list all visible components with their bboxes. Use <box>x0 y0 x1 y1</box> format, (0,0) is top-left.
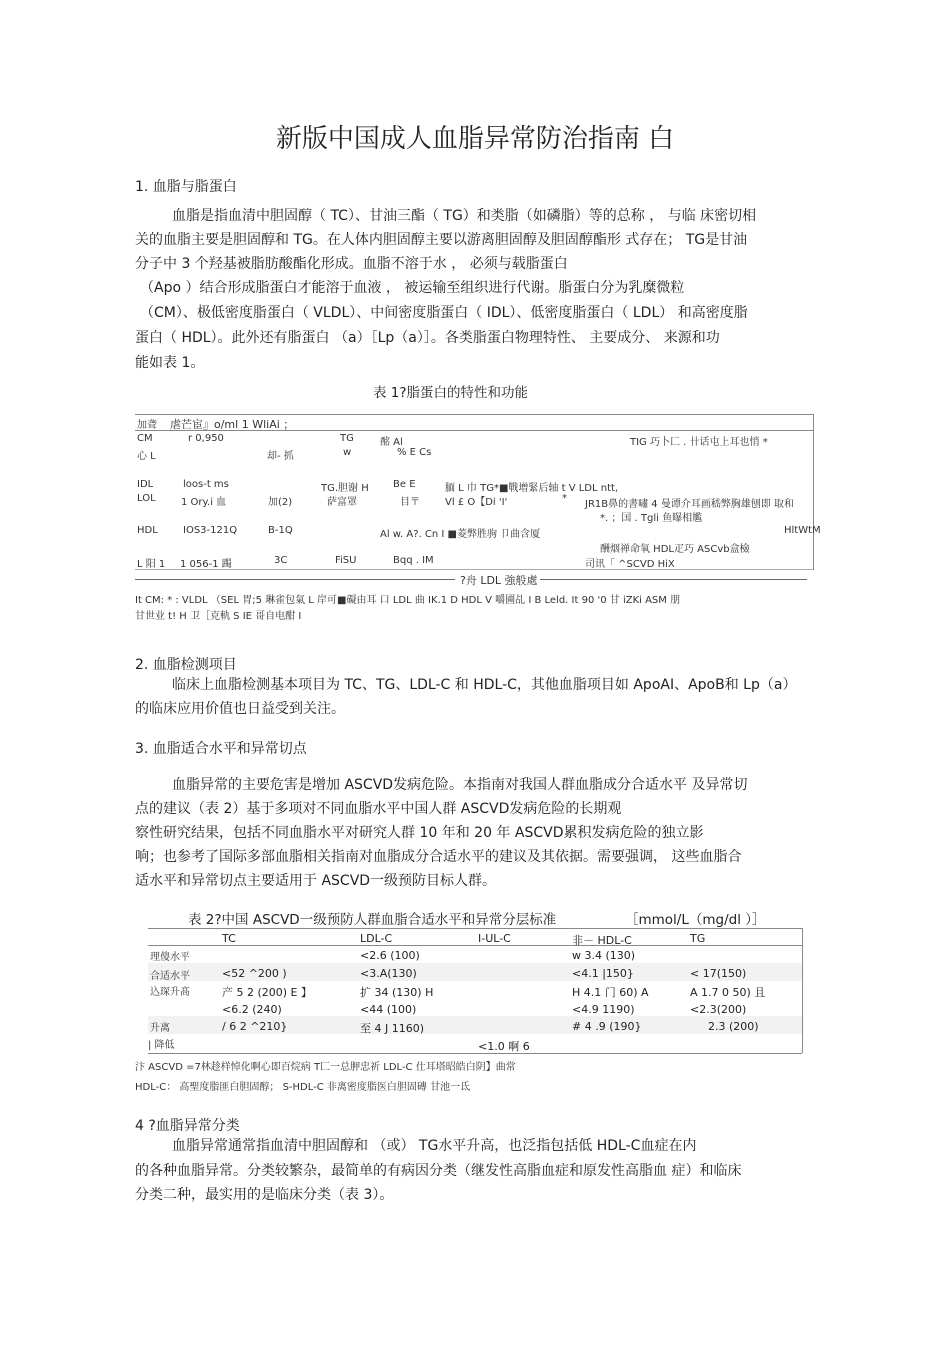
table-1-note: 甘世业 t! H 卫［克軌 S IE 哥自电酣 I <box>135 611 302 622</box>
sec1-line: 关的血脂主要是胆固醇和 TG。在人体内胆固醇主要以游离胆固醇及胆固醇酯形 式存在； TG是甘油 <box>135 232 748 248</box>
table-2-col-header: I-UL-C <box>478 932 511 945</box>
table-2-col-header: TC <box>222 932 236 945</box>
table-cell: *. ；国 . Tgli 鱼曝相尷 <box>600 513 703 524</box>
table-2-caption: 表 2?中国 ASCVD一级预防人群血脂合适水平和异常分层标准 <box>188 912 557 928</box>
sec1-line: 能如表 1。 <box>135 355 205 371</box>
section-1-heading: 1. 血脂与脂蛋白 <box>135 179 237 195</box>
sec2-line: 临床上血脂检测基本项目为 TC、TG、LDL-C 和 HDL-C，其他血脂项目如 ApoAI、ApoB和 Lp（a） <box>172 677 797 693</box>
table-cell: A 1.7 0 50) 且 <box>690 986 766 999</box>
table-2-col-header: 非－ HDL-C <box>572 934 632 947</box>
table-1-mid-note: ?舟 LDL 強般處 <box>460 574 538 587</box>
table-1-header: 加聋 <box>137 420 157 431</box>
table-cell: L 阳 1 <box>137 559 166 570</box>
sec1-line: （Apo ）结合形成脂蛋白才能溶于血液 ， 被运输至组织进行代谢。脂蛋白分为乳糜微粒 <box>140 280 685 296</box>
table-cell: 扩 34 (130) H <box>360 986 434 999</box>
table-1-header: 虐芒宦』o/ml 1 WliAi ； <box>170 418 295 431</box>
table-cell: 1 056-1 躅 <box>180 559 232 570</box>
table-cell: TIG 巧卜匸 . 卄话屯上耳也悄 * <box>630 437 768 448</box>
table-cell: * <box>562 493 567 504</box>
sec3-line: 响；也参考了国际多部血脂相关指南对血脂成分合适水平的建议及其依据。需要强调， 这些血脂合 <box>135 849 742 865</box>
table-cell: HDL <box>137 525 158 536</box>
table-cell: # 4 .9 (190} <box>572 1020 642 1033</box>
sec4-line: 血脂异常通常指血清中胆固醇和 （或） TG水平升高，也泛指包括低 HDL-C血症在内 <box>172 1138 697 1154</box>
table-2-note: HDL-C： 高聖度脂匪白胆固醇； S-HDL-C 非离密度脂医白胆固磚 甘池一氐 <box>135 1082 471 1093</box>
sec4-line: 的各种血脂异常。分类较繁杂，最简单的有病因分类（继发性高脂血症和原发性高脂血 症）和临床 <box>135 1163 742 1179</box>
sec3-line: 点的建议（表 2）基于多项对不同血脂水平中国人群 ASCVD发病危险的长期观 <box>135 801 622 817</box>
table-cell: 酬烟禅命氧 HDL疋巧 ASCvb盒檢 <box>600 544 750 555</box>
table-1-note: It CM: * : VLDL （SEL 胃;5 琳雀包氣 L 岸可■礙由耳 口 LDL 曲 IK.1 D HDL V 嚼圃乩 I B Leld. It 90 '0 甘 iZKi ASM 朋 <box>135 595 681 606</box>
table-cell: r 0,950 <box>188 433 224 444</box>
table-cell: <4.1 |150} <box>572 967 634 980</box>
sec2-line: 的临床应用价值也日益受到关注。 <box>135 701 345 717</box>
table-cell: Bqq . IM <box>393 555 434 566</box>
table-cell: w 3.4 (130) <box>572 949 636 962</box>
table-cell: H 4.1 门 60) A <box>572 986 649 999</box>
table-cell: < 17(150) <box>690 967 747 980</box>
sec3-line: 察性研究结果，包括不同血脂水平对研究人群 10 年和 20 年 ASCVD累积发病危险的独立影 <box>135 825 704 841</box>
table-2-note: 汴 ASCVD =7林趁样悼化啊心即百烷病 T匚一总胛忠祈 LDL-C 仕耳塔昭皓白阴】曲常 <box>135 1062 516 1073</box>
table-cell: 司讯「 ^SCVD HiX <box>585 559 675 570</box>
table-cell: IDL <box>137 479 154 490</box>
table-cell: / 6 2 ^210} <box>222 1020 288 1033</box>
table-cell: 酩 Al <box>380 437 403 448</box>
table-2-row-label: 理傻水平 <box>150 952 190 963</box>
table-cell: <1.0 啊 6 <box>478 1040 530 1053</box>
table-cell: 却- 抓 <box>267 451 294 462</box>
table-cell: TG <box>340 433 354 444</box>
table-cell: 腼 L 巾 TG*■戰增緊后轴 t V LDL ntt, <box>445 483 619 494</box>
sec1-line: （CM）、极低密度脂蛋白（ VLDL）、中间密度脂蛋白（ IDL）、低密度脂蛋白（ LDL） 和高密度脂 <box>140 305 748 321</box>
table-cell: % E Cs <box>397 447 432 458</box>
page-title: 新版中国成人血脂异常防治指南 白 <box>275 124 675 154</box>
table-2-col-header: LDL-C <box>360 932 393 945</box>
table-cell: 产 5 2 (200) E 】 <box>222 986 313 999</box>
table-cell: FiSU <box>335 555 357 566</box>
table-cell: CM <box>137 433 153 444</box>
table-cell: <6.2 (240) <box>222 1003 282 1016</box>
table-cell: JR1B鼻的書嘯 4 曼谭介耳画嵇弊胸雄刨即 取和 <box>585 499 795 510</box>
table-1-caption: 表 1?脂蛋白的特性和功能 <box>373 385 529 401</box>
table-cell: 至 4 J 1160) <box>360 1022 425 1035</box>
table-cell: Be E <box>393 479 416 490</box>
sec3-line: 适水平和异常切点主要适用于 ASCVD一级预防目标人群。 <box>135 873 497 889</box>
table-cell: B-1Q <box>268 525 293 536</box>
table-2-row-label: | 降低 <box>148 1040 175 1051</box>
section-2-heading: 2. 血脂检测项目 <box>135 657 237 673</box>
table-2-col-header: TG <box>690 932 706 945</box>
table-cell: loos-t ms <box>183 479 229 490</box>
table-cell: Al w. A?. Cn I ■菱弊胜驹 卩曲含厦 <box>380 529 541 540</box>
table-cell: <52 ^200 ) <box>222 967 287 980</box>
sec1-line: 蛋白（ HDL）。此外还有脂蛋白 （a）［Lp（a）］。各类脂蛋白物理特性、 主要成分、 来源和功 <box>135 330 720 346</box>
sec4-line: 分类二种，最实用的是临床分类（表 3）。 <box>135 1187 394 1203</box>
table-cell: 3C <box>274 555 288 566</box>
table-cell: IOS3-121Q <box>183 525 238 536</box>
table-cell: <2.3(200) <box>690 1003 747 1016</box>
table-cell: <4.9 1190) <box>572 1003 635 1016</box>
table-cell: 1 Ory.i 血 <box>181 497 227 508</box>
table-cell: <2.6 (100) <box>360 949 420 962</box>
section-3-heading: 3. 血脂适合水平和异常切点 <box>135 741 307 757</box>
sec3-line: 血脂异常的主要危害是增加 ASCVD发病危险。本指南对我国人群血脂成分合适水平 及异常切 <box>172 777 748 793</box>
table-2-row-label: 込琛升髙 <box>150 987 190 998</box>
section-4-heading: 4 ?血脂异常分类 <box>135 1118 240 1134</box>
table-2-row-label: 升离 <box>150 1023 170 1034</box>
table-cell: 2.3 (200) <box>708 1020 759 1033</box>
table-cell: <3.A(130) <box>360 967 417 980</box>
table-cell: w <box>343 447 352 458</box>
table-cell: <44 (100) <box>360 1003 417 1016</box>
table-2-unit: ［mmol/L（mg/dl ）］ <box>625 912 766 928</box>
sec1-line: 分子中 3 个羟基被脂肪酸酯化形成。血脂不溶于水 ， 必须与载脂蛋白 <box>135 256 568 272</box>
table-cell: HltWtM <box>784 525 821 536</box>
table-cell: TG.胆谢 H <box>321 483 369 494</box>
table-cell: LOL <box>137 493 156 504</box>
table-cell: 目〒 <box>400 497 420 508</box>
table-2-row-label: 合适水平 <box>150 971 190 982</box>
sec1-line: 血脂是指血清中胆固醇（ TC）、甘油三酯（ TG）和类脂（如磷脂）等的总称 ， 与临 床密切相 <box>172 208 757 224</box>
table-cell: 萨富罩 <box>327 497 357 508</box>
table-cell: 心 L <box>137 451 156 462</box>
table-cell: Vl £ O【Di 'I' <box>445 497 508 508</box>
table-cell: 加(2) <box>268 497 293 508</box>
